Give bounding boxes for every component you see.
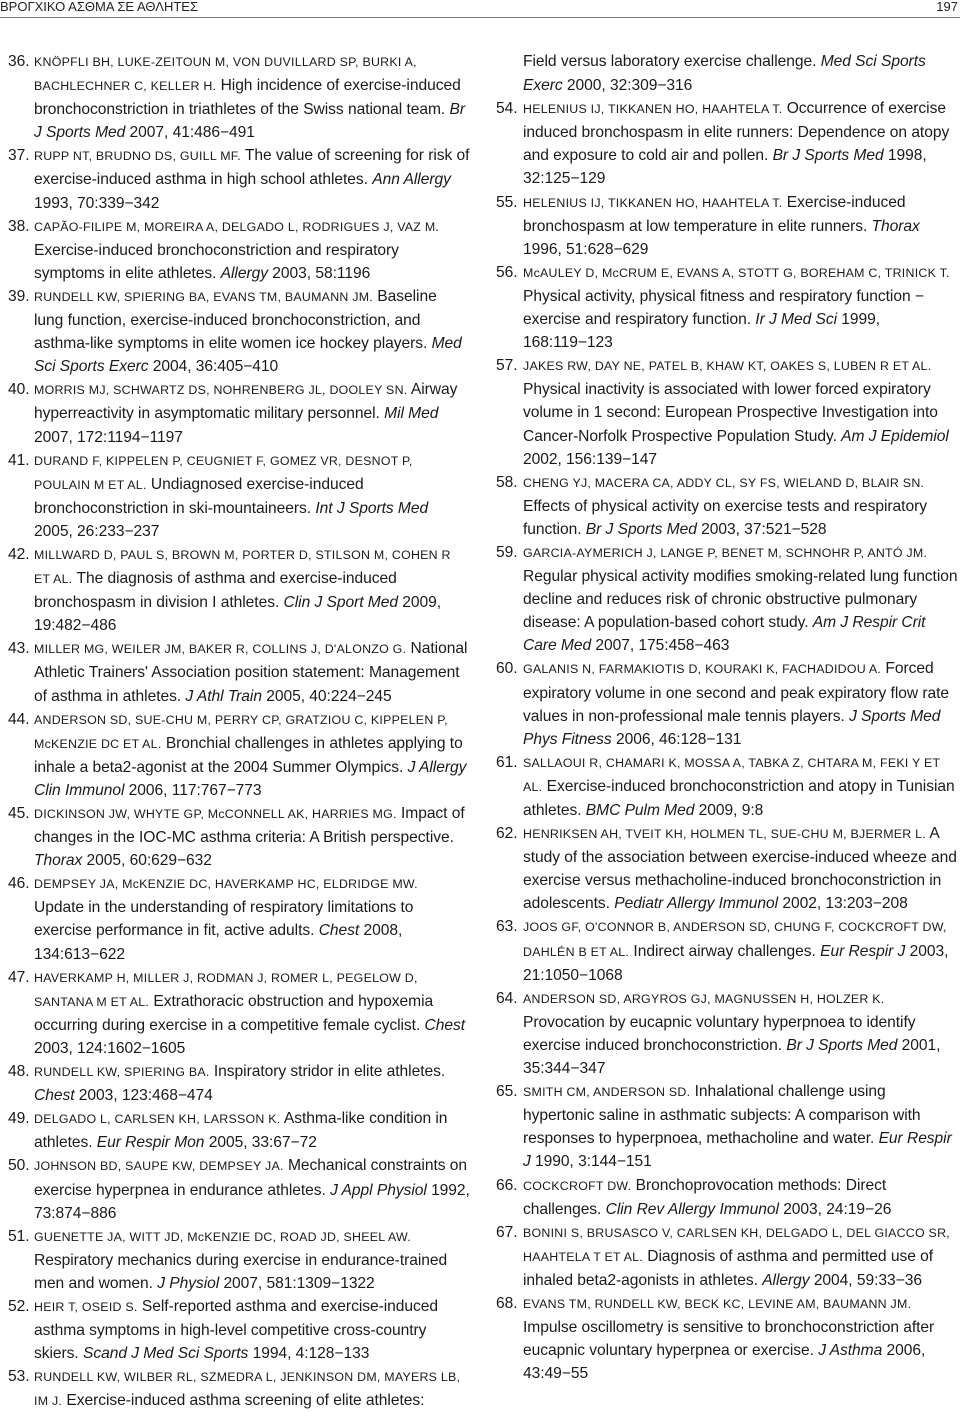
reference-entry: [496, 1080, 958, 1173]
reference-journal: Pediatr Allergy Immunol: [614, 895, 779, 913]
reference-entry: [496, 261, 958, 354]
reference-title: Provocation by eucapnic voluntary hyperpnoea to identify exercise induced bronchoconstriction.: [523, 1013, 916, 1054]
reference-details: 2007, 172:1194−1197: [34, 428, 183, 446]
header-rule: [0, 17, 960, 18]
reference-details: 1996, 51:628−629: [523, 240, 649, 258]
left-reference-column: [8, 50, 470, 1413]
reference-authors: GARCIA-AYMERICH J, LANGE P, BENET M, SCHNOHR P, ANTÓ JM.: [523, 545, 928, 560]
reference-journal: Allergy: [220, 264, 268, 282]
reference-title: Respiratory mechanics during exercise in endurance-trained men and women.: [34, 1251, 448, 1292]
reference-details: 1999, 168:119−123: [523, 311, 881, 352]
reference-details: 2005, 40:224−245: [261, 687, 392, 705]
reference-entry: [8, 1060, 470, 1107]
reference-entry: [8, 637, 470, 707]
reference-number: 58.: [496, 473, 518, 491]
reference-details: 2007, 175:458−463: [591, 637, 730, 655]
reference-title: Field versus laboratory exercise challenge.: [523, 53, 821, 70]
reference-authors: CHENG YJ, MACERA CA, ADDY CL, SY FS, WIELAND D, BLAIR SN.: [523, 475, 925, 490]
reference-journal: Med Sci Sports Exerc: [34, 335, 462, 376]
reference-number: 49.: [8, 1110, 30, 1128]
reference-journal: Clin Rev Allergy Immunol: [605, 1200, 779, 1218]
reference-authors: GUENETTE JA, WITT JD, McKENZIE DC, ROAD JD, SHEEL AW.: [34, 1229, 411, 1244]
reference-number: 64.: [496, 989, 518, 1007]
reference-entry: [8, 708, 470, 802]
reference-title: Impulse oscillometry is sensitive to bronchoconstriction after eucapnic voluntary hyperpnea or exercise.: [523, 1319, 935, 1360]
reference-authors: HELENIUS IJ, TIKKANEN HO, HAAHTELA T.: [523, 102, 783, 117]
reference-journal: Chest: [34, 1087, 75, 1105]
reference-journal: Clin J Sport Med: [283, 594, 398, 612]
reference-details: 2006, 117:767−773: [124, 781, 262, 799]
reference-entry: [8, 215, 470, 285]
reference-journal: J Sports Med Phys Fitness: [523, 707, 941, 748]
reference-authors: MORRIS MJ, SCHWARTZ DS, NOHRENBERG JL, DOOLEY SN.: [34, 383, 408, 398]
reference-number: 62.: [496, 825, 518, 843]
reference-authors: DICKINSON JW, WHYTE GP, McCONNELL AK, HARRIES MG.: [34, 807, 397, 821]
reference-entry: [8, 144, 470, 214]
reference-journal: J Appl Physiol: [330, 1181, 427, 1199]
reference-number: 57.: [496, 357, 518, 375]
reference-details: 2006, 46:128−131: [611, 730, 742, 748]
reference-title: Asthma-like condition in athletes.: [34, 1110, 448, 1152]
reference-authors: COCKCROFT DW.: [523, 1178, 632, 1193]
page-number: 197: [936, 0, 958, 14]
reference-authors: CAPÃO-FILIPE M, MOREIRA A, DELGADO L, RODRIGUES J, VAZ M.: [34, 219, 440, 234]
reference-journal: Am J Epidemiol: [841, 427, 949, 445]
reference-entry: [496, 1221, 958, 1292]
section-title: ΒΡΟΓΧΙΚΟ ΑΣΘΜΑ ΣΕ ΑΘΛΗΤΕΣ: [0, 0, 198, 14]
reference-journal: J Allergy Clin Immunol: [34, 758, 467, 799]
reference-journal: Mil Med: [384, 405, 439, 423]
reference-authors: HEIR T, OSEID S.: [34, 1299, 138, 1314]
reference-details: 2003, 24:19−26: [778, 1200, 892, 1218]
reference-details: 1994, 4:128−133: [248, 1345, 370, 1363]
reference-authors: DEMPSEY JA, McKENZIE DC, HAVERKAMP HC, ELDRIDGE MW.: [34, 877, 418, 892]
reference-details: 2007, 41:486−491: [125, 124, 255, 142]
reference-details: 2000, 32:309−316: [562, 77, 693, 95]
reference-title: Indirect airway challenges.: [629, 942, 821, 960]
reference-details: 2004, 36:405−410: [148, 358, 279, 376]
reference-journal: Scand J Med Sci Sports: [83, 1345, 249, 1363]
reference-number: 43.: [8, 640, 30, 658]
reference-authors: ANDERSON SD, SUE-CHU M, PERRY CP, GRATZIOU C, KIPPELEN P, McKENZIE DC ET AL.: [34, 712, 448, 751]
reference-details: 2005, 26:233−237: [34, 522, 160, 540]
right-reference-column: [496, 50, 958, 1385]
reference-title: A study of the association between exercise-induced wheeze and exercise versus methacholine-induced bronchoconstriction in adolescents.: [523, 825, 957, 913]
reference-number: 66.: [496, 1176, 518, 1194]
reference-details: 1990, 3:144−151: [530, 1153, 652, 1171]
reference-authors: McAULEY D, McCRUM E, EVANS A, STOTT G, BOREHAM C, TRINICK T.: [523, 265, 950, 280]
reference-number: 45.: [8, 805, 30, 822]
reference-details: 2002, 156:139−147: [523, 450, 657, 468]
reference-number: 44.: [8, 710, 30, 728]
reference-number: 63.: [496, 918, 518, 936]
reference-details: 2008, 134:613−622: [34, 922, 403, 963]
reference-title: Bronchoprovocation methods: Direct challenges.: [523, 1176, 887, 1218]
reference-authors: MILLWARD D, PAUL S, BROWN M, PORTER D, STILSON M, COHEN R ET AL.: [34, 547, 451, 587]
reference-number: 65.: [496, 1083, 518, 1101]
reference-journal: Eur Respir J: [523, 1130, 952, 1171]
reference-number: 53.: [8, 1368, 30, 1386]
reference-entry: [8, 802, 470, 872]
reference-details: 2003, 58:1196: [268, 264, 371, 282]
reference-entry: [496, 915, 958, 986]
reference-authors: JOOS GF, O'CONNOR B, ANDERSON SD, CHUNG F, COCKCROFT DW, DAHLÉN B ET AL.: [523, 920, 947, 959]
reference-authors: DURAND F, KIPPELEN P, CEUGNIET F, GOMEZ VR, DESNOT P, POULAIN M ET AL.: [34, 453, 413, 492]
reference-title: Effects of physical activity on exercise tests and respiratory function.: [523, 497, 927, 538]
reference-details: 2006, 43:49−55: [523, 1342, 926, 1383]
reference-title: The diagnosis of asthma and exercise-induced bronchospasm in division I athletes.: [34, 570, 397, 612]
reference-title: Exercise-induced asthma screening of elite athletes:: [62, 1392, 425, 1410]
reference-number: 55.: [496, 193, 518, 211]
reference-entry: [496, 541, 958, 657]
reference-title: Inspiratory stridor in elite athletes.: [209, 1063, 446, 1081]
reference-entry: [8, 1365, 470, 1413]
reference-authors: ANDERSON SD, ARGYROS GJ, MAGNUSSEN H, HOLZER K.: [523, 991, 885, 1006]
reference-number: 41.: [8, 451, 30, 469]
reference-number: 54.: [496, 100, 518, 118]
reference-details: 2003, 21:1050−1068: [523, 942, 949, 984]
reference-number: 48.: [8, 1063, 30, 1081]
reference-entry: [8, 1295, 470, 1365]
reference-details: 2007, 581:1309−1322: [219, 1274, 375, 1292]
reference-number: 50.: [8, 1157, 30, 1175]
reference-journal: Eur Respir Mon: [96, 1134, 205, 1152]
reference-entry: [496, 471, 958, 541]
reference-entry: [496, 354, 958, 470]
reference-details: 1993, 70:339−342: [34, 194, 160, 212]
reference-journal: Chest: [424, 1016, 466, 1034]
reference-entry: [496, 191, 958, 261]
reference-journal: J Asthma: [818, 1342, 883, 1360]
reference-details: 2002, 13:203−208: [778, 895, 908, 913]
reference-title: Forced expiratory volume in one second and peak expiratory flow rate values in non-professional male tennis players.: [523, 660, 950, 725]
reference-entry: [8, 872, 470, 965]
reference-title: Exercise-induced bronchospasm at low temperature in elite runners.: [523, 193, 906, 235]
reference-journal: Med Sci Sports Exerc: [523, 53, 926, 95]
reference-entry: [496, 1174, 958, 1221]
reference-journal: Int J Sports Med: [315, 499, 429, 517]
reference-authors: DELGADO L, CARLSEN KH, LARSSON K.: [34, 1112, 281, 1127]
reference-details: 1992, 73:874−886: [34, 1181, 470, 1222]
reference-authors: BONINI S, BRUSASCO V, CARLSEN KH, DELGADO L, DEL GIACCO SR, HAAHTELA T ET AL.: [523, 1225, 950, 1264]
reference-journal: Ir J Med Sci: [755, 311, 837, 329]
reference-title: Regular physical activity modifies smoking-related lung function decline and reduces risk of chronic obstructive pulmonary disease: A population-based cohort study.: [523, 568, 958, 632]
reference-authors: KNÖPFLI BH, LUKE-ZEITOUN M, VON DUVILLARD SP, BURKI A, BACHLECHNER C, KELLER H.: [34, 55, 417, 94]
reference-entry: [496, 751, 958, 822]
reference-details: 1998, 32:125−129: [523, 147, 927, 188]
reference-entry: [8, 378, 470, 448]
reference-authors: RUNDELL KW, SPIERING BA.: [34, 1065, 210, 1080]
reference-entry: [8, 1154, 470, 1224]
reference-title: Extrathoracic obstruction and hypoxemia occurring during exercise in a competitive female cyclist.: [34, 992, 434, 1034]
reference-number: 51.: [8, 1227, 30, 1245]
reference-number: 59.: [496, 543, 518, 561]
reference-authors: HENRIKSEN AH, TVEIT KH, HOLMEN TL, SUE-CHU M, BJERMER L.: [523, 827, 927, 842]
reference-title: Diagnosis of asthma and permitted use of inhaled beta2-agonists in athletes.: [523, 1247, 934, 1289]
reference-authors: RUNDELL KW, SPIERING BA, EVANS TM, BAUMANN JM.: [34, 289, 373, 304]
reference-entry: [8, 1107, 470, 1154]
reference-entry: [496, 97, 958, 190]
reference-journal: Thorax: [871, 217, 920, 235]
reference-journal: Eur Respir J: [820, 942, 906, 960]
reference-entry: [496, 987, 958, 1080]
reference-title: Exercise-induced bronchoconstriction and respiratory symptoms in elite athletes.: [34, 241, 399, 282]
reference-entry: [8, 966, 470, 1060]
reference-entry: [496, 1292, 958, 1385]
reference-title: Inhalational challenge using hypertonic saline in asthmatic subjects: A comparison with responses to hyperpnoea, methacholine and water.: [523, 1083, 921, 1148]
reference-entry: [496, 50, 958, 97]
reference-number: 47.: [8, 968, 30, 986]
running-header: [0, 0, 960, 14]
reference-authors: JAKES RW, DAY NE, PATEL B, KHAW KT, OAKES S, LUBEN R ET AL.: [523, 359, 932, 374]
reference-title: The value of screening for risk of exercise-induced asthma in high school athletes.: [34, 147, 470, 189]
reference-authors: HAVERKAMP H, MILLER J, RODMAN J, ROMER L, PEGELOW D, SANTANA M ET AL.: [34, 970, 418, 1009]
reference-entry: [8, 1225, 470, 1295]
reference-number: 56.: [496, 263, 518, 281]
reference-details: 2003, 124:1602−1605: [34, 1039, 186, 1057]
reference-authors: HELENIUS IJ, TIKKANEN HO, HAAHTELA T.: [523, 195, 783, 210]
reference-details: 2005, 60:629−632: [82, 852, 212, 870]
reference-journal: J Athl Train: [185, 687, 262, 705]
reference-details: 2003, 37:521−528: [696, 520, 827, 538]
reference-entry: [8, 50, 470, 144]
reference-number: 68.: [496, 1294, 518, 1312]
reference-number: 67.: [496, 1223, 518, 1241]
reference-title: Update in the understanding of respiratory limitations to exercise performance in fit, active adults.: [34, 899, 414, 940]
reference-number: 52.: [8, 1297, 30, 1315]
reference-authors: JOHNSON BD, SAUPE KW, DEMPSEY JA.: [34, 1159, 284, 1174]
reference-title: National Athletic Trainers' Association position statement: Management of asthma in athletes.: [34, 640, 468, 705]
reference-title: Exercise-induced bronchoconstriction and atopy in Tunisian athletes.: [523, 777, 955, 819]
reference-entry: [8, 543, 470, 637]
reference-entry: [496, 657, 958, 750]
reference-entry: [496, 822, 958, 915]
reference-journal: Br J Sports Med: [34, 101, 465, 142]
reference-entry: [8, 449, 470, 543]
reference-details: 2009, 9:8: [694, 802, 764, 819]
reference-journal: Ann Allergy: [372, 171, 451, 189]
reference-journal: J Physiol: [157, 1274, 220, 1292]
reference-title: Physical activity, physical fitness and respiratory function − exercise and respiratory function.: [523, 287, 924, 329]
reference-authors: RUNDELL KW, WILBER RL, SZMEDRA L, JENKINSON DM, MAYERS LB, IM J.: [34, 1370, 461, 1409]
reference-number: 36.: [8, 53, 30, 70]
reference-number: 60.: [496, 660, 518, 678]
reference-number: 38.: [8, 217, 30, 235]
reference-number: 61.: [496, 753, 518, 771]
reference-number: 46.: [8, 875, 30, 893]
reference-title: Airway hyperreactivity in asymptomatic military personnel.: [34, 381, 458, 423]
reference-number: 42.: [8, 545, 30, 563]
reference-details: 2003, 123:468−474: [74, 1087, 213, 1105]
reference-details: 2009, 19:482−486: [34, 594, 442, 635]
reference-details: 2001, 35:344−347: [523, 1036, 941, 1078]
reference-title: High incidence of exercise-induced bronchoconstriction in triathletes of the Swiss national team.: [34, 77, 461, 119]
reference-title: Undiagnosed exercise-induced bronchoconstriction in ski-mountaineers.: [34, 475, 364, 517]
reference-journal: Br J Sports Med: [786, 1036, 898, 1054]
reference-title: Physical inactivity is associated with lower forced expiratory volume in 1 second: European Prospective Investigation into Cancer-Norfolk Prospective Population Study.: [523, 381, 938, 445]
reference-journal: Chest: [318, 922, 360, 940]
reference-authors: GALANIS N, FARMAKIOTIS D, KOURAKI K, FACHADIDOU A.: [523, 662, 882, 677]
reference-title: Self-reported asthma and exercise-induced asthma symptoms in high-level competitive cross-country skiers.: [34, 1297, 439, 1363]
reference-journal: Thorax: [34, 852, 83, 870]
reference-entry: [8, 285, 470, 378]
reference-journal: Allergy: [762, 1271, 810, 1289]
reference-number: 39.: [8, 287, 30, 305]
reference-journal: Br J Sports Med: [772, 147, 884, 165]
reference-number: 37.: [8, 147, 30, 165]
reference-title: Impact of changes in the IOC-MC asthma criteria: A British perspective.: [34, 805, 465, 847]
reference-authors: SALLAOUI R, CHAMARI K, MOSSA A, TABKA Z, CHTARA M, FEKI Y ET AL.: [523, 755, 941, 794]
reference-title: Occurrence of exercise induced bronchospasm in elite runners: Dependence on atopy and exposure to cold air and pollen.: [523, 100, 950, 165]
reference-details: 2005, 33:67−72: [204, 1134, 317, 1152]
reference-journal: Am J Respir Crit Care Med: [523, 614, 926, 655]
reference-authors: SMITH CM, ANDERSON SD.: [523, 1085, 691, 1100]
reference-authors: EVANS TM, RUNDELL KW, BECK KC, LEVINE AM, BAUMANN JM.: [523, 1296, 912, 1311]
reference-details: 2004, 59:33−36: [809, 1271, 922, 1289]
reference-number: 40.: [8, 381, 30, 399]
reference-title: Bronchial challenges in athletes applying to inhale a beta2-agonist at the 2004 Summer Olympics.: [34, 734, 463, 776]
reference-title: Mechanical constraints on exercise hyperpnea in endurance athletes.: [34, 1157, 468, 1199]
reference-title: Baseline lung function, exercise-induced bronchoconstriction, and asthma-like symptoms in elite women ice hockey players.: [34, 287, 437, 353]
reference-authors: RUPP NT, BRUDNO DS, GUILL MF.: [34, 149, 241, 164]
reference-journal: BMC Pulm Med: [585, 802, 695, 819]
reference-journal: Br J Sports Med: [585, 520, 697, 538]
reference-authors: MILLER MG, WEILER JM, BAKER R, COLLINS J, D'ALONZO G.: [34, 642, 407, 657]
